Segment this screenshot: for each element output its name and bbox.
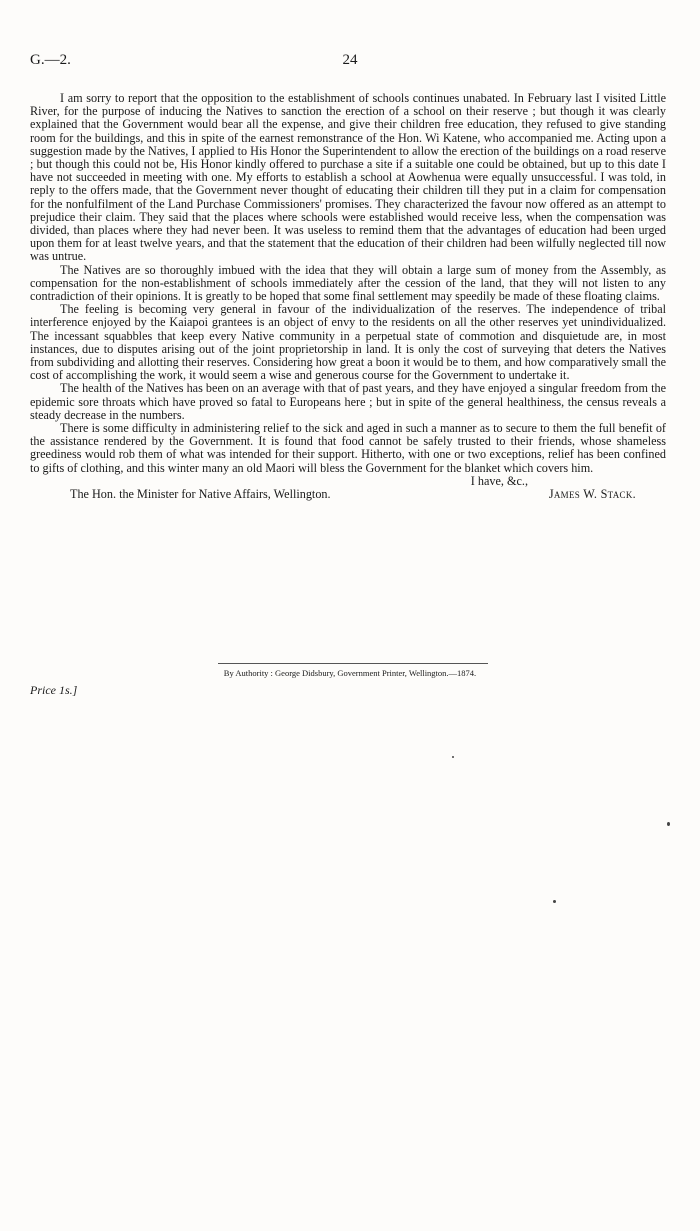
signature-line (30, 488, 666, 502)
addressee: The Hon. the Minister for Native Affairs, Wellington. (70, 487, 331, 502)
price-text: Price 1s.] (30, 683, 78, 697)
paragraph: There is some difficulty in administering relief to the sick and aged in such a manner as to secure to them the full benefit of the assistance rendered by the Government. It is found that food cannot be safely trusted to their friends, whose shameless greediness would rob them of what was intended for their support. Hitherto, with one or two exceptions, relief has been confined to gifts of clothing, and this winter many an old Maori will bless the Government for the blanket which covers him. (30, 421, 666, 475)
paragraph: The health of the Natives has been on an average with that of past years, and they have enjoyed a singular freedom from the epidemic sore throats which have proved so fatal to Europeans here ; but in spite of the general healthiness, the census reveals a steady decrease in the numbers. (30, 381, 666, 422)
paragraph: The Natives are so thoroughly imbued with the idea that they will obtain a large sum of money from the Assembly, as compensation for the non-establishment of schools immediately after the cession of the land, that they will not listen to any contradiction of their opinions. It is greatly to be hoped that some final settlement may speedily be made of these floating claims. (30, 262, 666, 304)
scan-speck (553, 900, 556, 903)
imprint-rule (218, 663, 488, 664)
signature: James W. Stack. (548, 487, 636, 502)
scan-speck (452, 756, 454, 758)
closing-line: I have, &c., (470, 473, 528, 488)
printer-imprint: By Authority : George Didsbury, Government Printer, Wellington.—1874. (223, 668, 477, 678)
page-number: 24 (342, 52, 358, 68)
price-note (30, 683, 77, 698)
page-header (30, 52, 670, 72)
paragraph: The feeling is becoming very general in favour of the individualization of the reserves. The independence of tribal interference enjoyed by the Kaiapoi grantees is an object of envy to the residents on all the other reserves yet unindividualized. The incessant squabbles that keep every Native community in a perpetual state of commotion and disquietude are, in most instances, due to disputes arising out of the joint proprietorship in land. It is only the cost of surveying that deters the Natives from subdividing and allotting their reserves. Considering how great a boon it would be to them, and how comparatively small the cost of accomplishing the work, it would seem a wise and generous course for the Government to undertake it. (30, 302, 666, 383)
letter-body (30, 92, 666, 502)
paragraph: I am sorry to report that the opposition to the establishment of schools continues unabated. In February last I visited Little River, for the purpose of inducing the Natives to sanction the erection of a school on their reserve ; but though it was clearly explained that the Government would bear all the expense, and give their children free education, they refused to give standing room for the buildings, and this in spite of the earnest remonstrance of the Hon. Wi Katene, who accompanied me. Acting upon a suggestion made by the Natives, I applied to His Honor the Superintendent to allow the erection of the buildings on a road reserve ; but though this could not be, His Honor kindly offered to purchase a site if a suitable one could be obtained, but up to this date I have not succeeded in meeting with one. My efforts to establish a school at Aowhenua were equally unsuccessful. I was told, in reply to the offers made, that the Government never thought of educating their children till they put in a claim for compensation for the nonfulfilment of the Land Purchase Commissioners' promises. They characterized the favour now offered as an attempt to prejudice their claim. They said that the places where schools were established would receive less, when the compensation was divided, than places where they had never been. It was useless to remind them that the advantages of education had been urged upon them for at least twelve years, and that the statement that the education of their children had been wilfully neglected till now was untrue. (30, 91, 666, 264)
scan-speck (667, 822, 670, 826)
document-code: G.—2. (30, 52, 71, 68)
